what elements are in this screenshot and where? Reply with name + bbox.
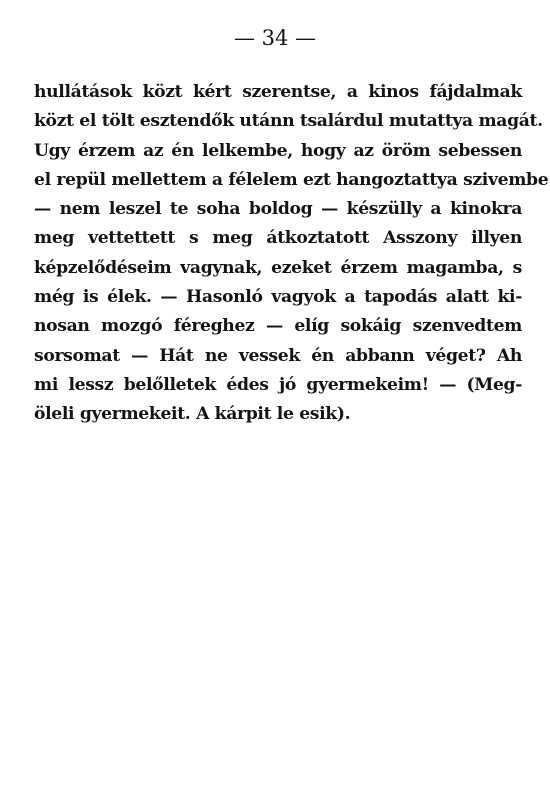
text-line: képzelődéseim vagynak, ezeket érzem magamba, s [34,257,522,278]
text-line: el repül mellettem a félelem ezt hangoztattya szivembe [34,169,549,190]
text-line: nosan mozgó féreghez — elíg sokáig szenvedtem [34,316,522,337]
body-text [34,78,549,430]
text-line: Ugy érzem az én lelkembe, hogy az öröm sebessen [34,140,522,161]
text-line: közt el tölt esztendők utánn tsalárdul mutattya magát. [34,111,543,132]
page-number [0,26,550,50]
text-line: még is élek. — Hasonló vagyok a tapodás alatt ki- [34,287,522,308]
page-number-text: — 34 — [233,26,317,50]
text-line: mi lessz belőlletek édes jó gyermekeim! — (Meg- [34,374,522,395]
text-line: sorsomat — Hát ne vessek én abbann véget? Ah [34,345,522,366]
text-line: hullátások közt kért szerentse, a kinos fájdalmak [34,82,522,102]
text-line: meg vettettett s meg átkoztatott Asszony illyen [34,228,522,249]
text-line-last: öleli gyermekeit. A kárpit le esik). [34,404,351,425]
text-line: — nem leszel te soha boldog — készülly a kinokra [34,199,522,220]
